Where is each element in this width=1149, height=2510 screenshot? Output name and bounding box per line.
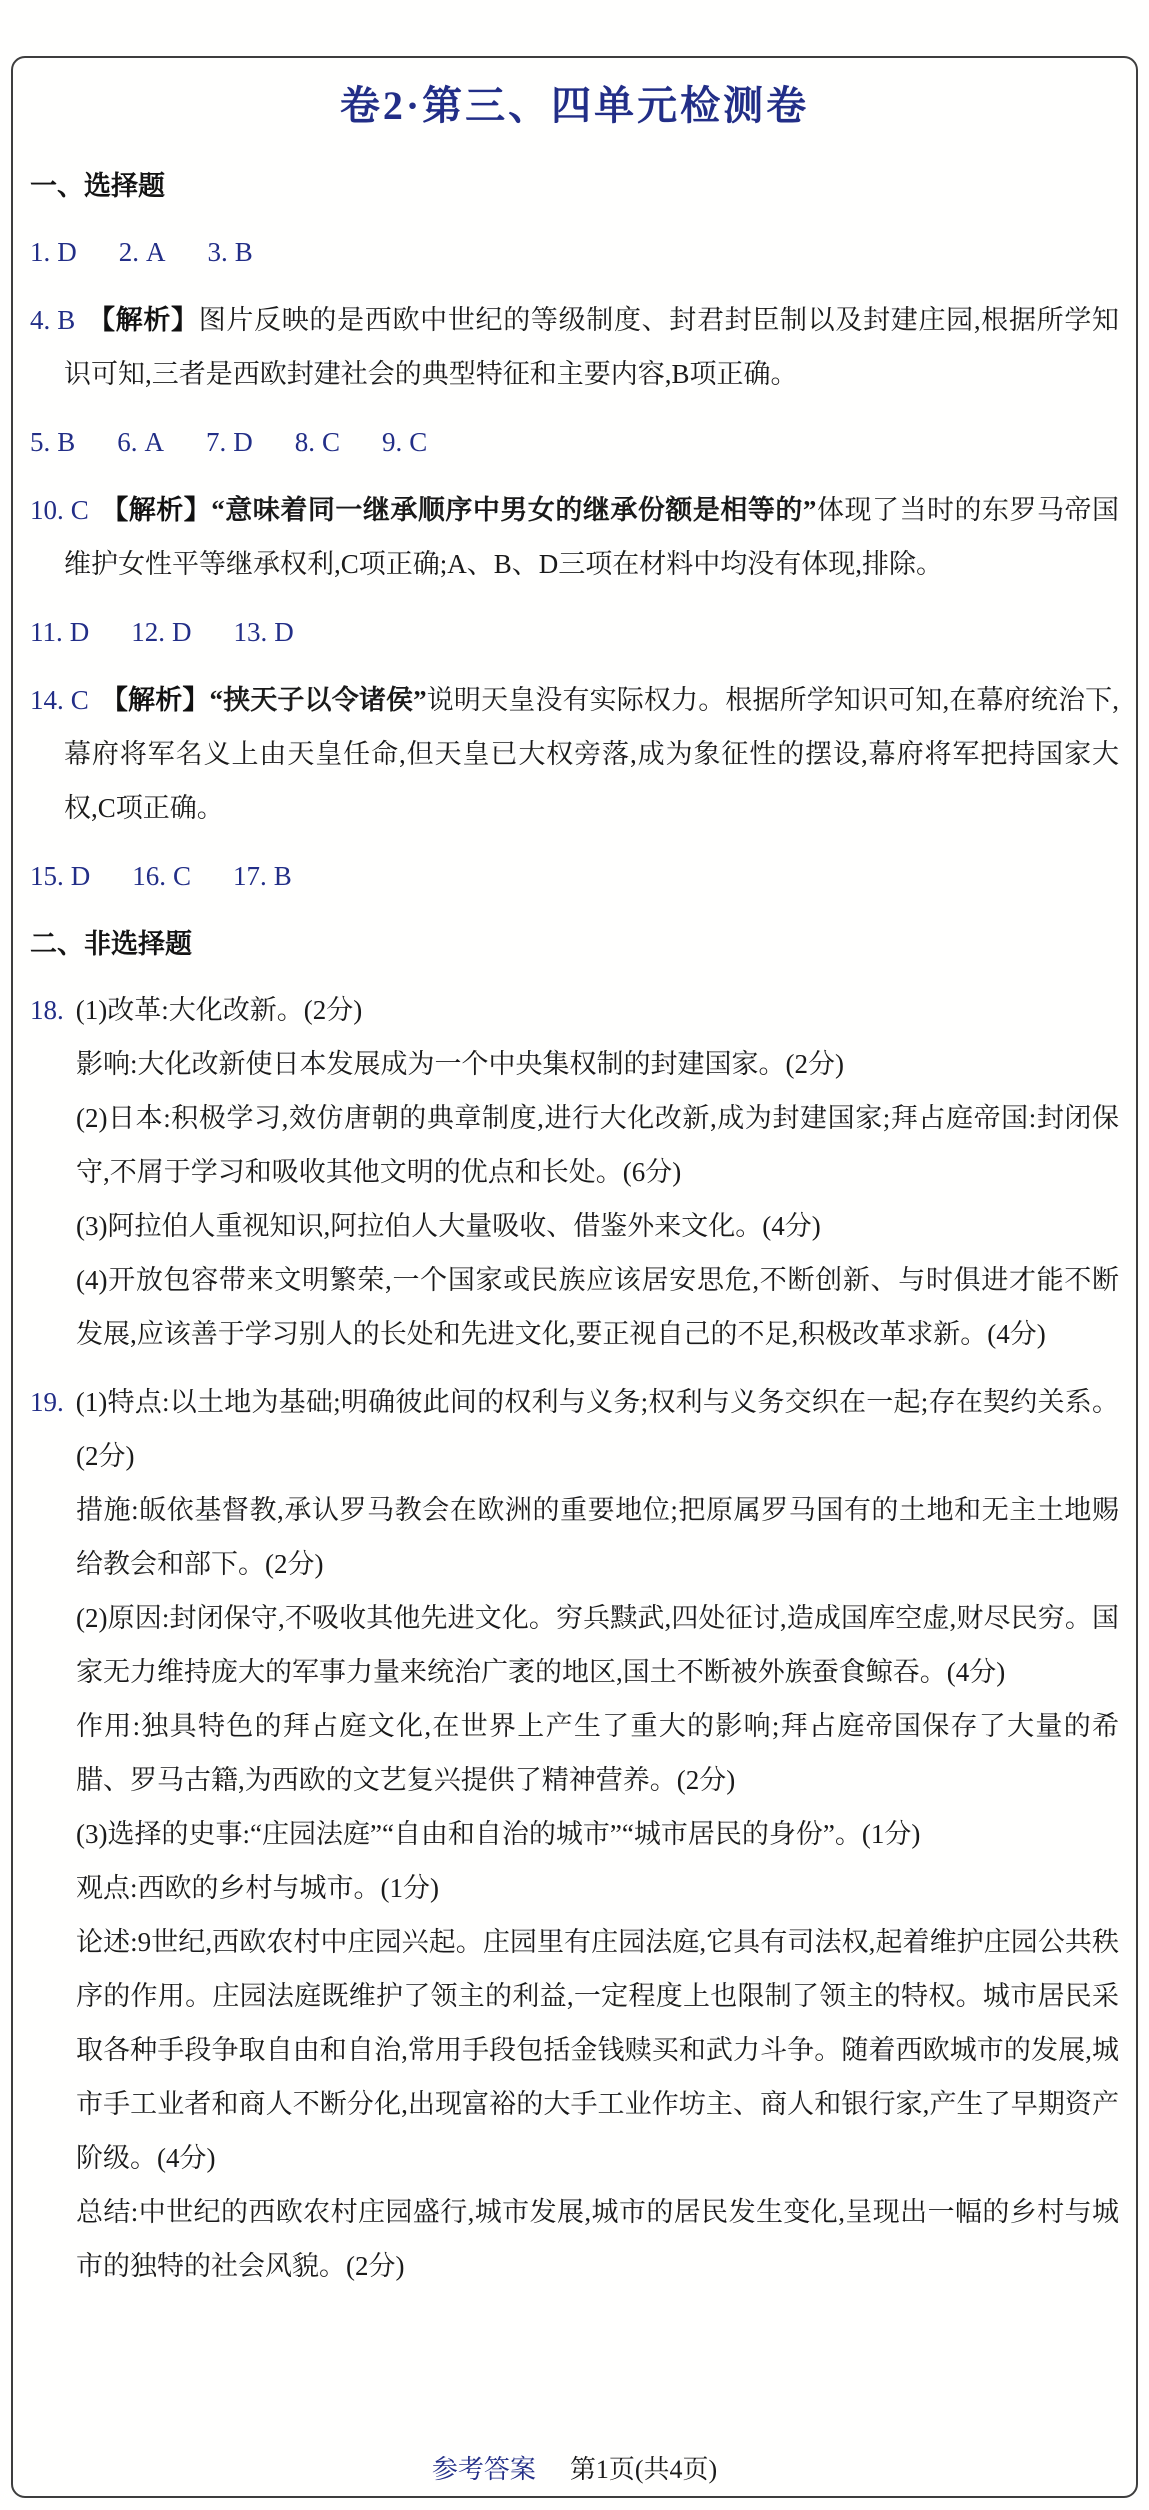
analysis-item [30,293,1119,401]
answer-number: 9. [382,427,403,457]
answer-letter: D [69,617,90,647]
answer-text: 观点:西欧的乡村与城市。(1分) [76,1873,439,1903]
answer-item [208,237,253,267]
analysis-item [30,673,1119,835]
answer-text: 总结:中世纪的西欧农村庄园盛行,城市发展,城市的居民发生变化,呈现出一幅的乡村与城市的独特的社会风貌。(2分) [76,2197,1119,2281]
question-number: 18. [30,995,64,1025]
answer-paragraph [76,1699,1119,1807]
answer-paragraph [76,1807,1119,1861]
footer-page-number: 第1页(共4页) [569,2455,718,2484]
answer-item [132,861,191,891]
answer-paragraph [76,1091,1119,1199]
analysis-text: 体现了当时的东罗马帝国维护女性平等继承权利,C项正确;A、B、D三项在材料中均没有体现,排除。 [64,495,1120,579]
answer-number: 11. [30,617,63,647]
answer-letter: A [144,427,165,457]
answer-number: 12. [131,617,165,647]
answer-text: 作用:独具特色的拜占庭文化,在世界上产生了重大的影响;拜占庭帝国保存了大量的希腊、罗马古籍,为西欧的文艺复兴提供了精神营养。(2分) [76,1711,1119,1795]
answer-text: 影响:大化改新使日本发展成为一个中央集权制的封建国家。(2分) [76,1049,844,1079]
analysis-text: 说明天皇没有实际权力。根据所学知识可知,在幕府统治下,幕府将军名义上由天皇任命,但天皇已大权旁落,成为象征性的摆设,幕府将军把持国家大权,C项正确。 [64,685,1120,823]
answer-item [131,617,191,647]
answer-letter: B [273,861,292,891]
answer-letter: D [274,617,294,647]
answer-item [119,237,166,267]
page-body [30,74,1119,2307]
answer-item [117,427,164,457]
footer-answer-label: 参考答案 [431,2455,536,2484]
answer-row [30,605,1119,659]
answer-item [234,617,294,647]
answer-paragraph [76,1483,1119,1591]
section-heading: 二、非选择题 [30,929,192,959]
answer-paragraph [76,1253,1119,1361]
answer-item [30,305,75,335]
answer-letter: A [146,237,166,267]
answer-text: (2)原因:封闭保守,不吸收其他先进文化。穷兵黩武,四处征讨,造成国库空虚,财尽民穷。国家无力维持庞大的军事力量来统治广袤的地区,国土不断被外族蚕食鲸吞。(4分) [76,1603,1119,1687]
question-answer [30,983,1119,1361]
analysis-text: 图片反映的是西欧中世纪的等级制度、封君封臣制以及封建庄园,根据所学知识可知,三者是西欧封建社会的典型特征和主要内容,B项正确。 [64,305,1120,389]
analysis-label: 【解析】 [87,305,199,335]
answer-text: (1)改革:大化改新。(2分) [75,995,363,1025]
answer-item [30,495,89,525]
answer-paragraph [30,1375,1119,1483]
answer-letter: C [173,861,192,891]
answer-text: 措施:皈依基督教,承认罗马教会在欧洲的重要地位;把原属罗马国有的土地和无主土地赐给教会和部下。(2分) [76,1495,1119,1579]
answer-letter: D [233,427,253,457]
answer-number: 16. [132,861,166,891]
answer-item [30,685,89,715]
answer-number: 6. [117,427,138,457]
answer-letter: D [172,617,192,647]
answer-number: 15. [30,861,64,891]
analysis-text: “挟天子以令诸侯” [209,685,427,715]
answer-item [30,237,77,267]
answer-number: 2. [118,237,139,267]
question-number: 19. [30,1387,64,1417]
answer-text: (2)日本:积极学习,效仿唐朝的典章制度,进行大化改新,成为封建国家;拜占庭帝国:封闭保守,不屑于学习和吸收其他文明的优点和长处。(6分) [76,1103,1119,1187]
answer-paragraph [76,1915,1119,2185]
answer-item [295,427,340,457]
answer-number: 14. [30,685,64,715]
answer-letter: D [57,237,77,267]
answer-number: 5. [30,427,51,457]
answer-item [233,861,292,891]
answer-text: (3)阿拉伯人重视知识,阿拉伯人大量吸收、借鉴外来文化。(4分) [76,1211,821,1241]
answer-letter: C [322,427,341,457]
answer-number: 10. [30,495,64,525]
answer-item [30,617,89,647]
answer-text: 论述:9世纪,西欧农村中庄园兴起。庄园里有庄园法庭,它具有司法权,起着维护庄园公共秩序的作用。庄园法庭既维护了领主的利益,一定程度上也限制了领主的特权。城市居民采取各种手段争取自由和自治,常用手段包括金钱赎买和武力斗争。随着西欧城市的发展,城市手工业者和商人不断分化,出现富裕的大手工业作坊主、商人和银行家,产生了早期资产阶级。(4分) [76,1927,1119,2173]
analysis-item [30,483,1119,591]
page-footer [0,2449,1149,2486]
analysis-label: 【解析】 [100,495,212,525]
answer-text: (4)开放包容带来文明繁荣,一个国家或民族应该居安思危,不断创新、与时俱进才能不断发展,应该善于学习别人的长处和先进文化,要正视自己的不足,积极改革求新。(4分) [76,1265,1119,1349]
answer-number: 4. [30,305,51,335]
answer-row [30,225,1119,279]
answer-item [30,427,75,457]
answer-content [30,159,1119,2293]
answer-text: (1)特点:以土地为基础;明确彼此间的权利与义务;权利与义务交织在一起;存在契约关系。(2分) [75,1387,1119,1471]
analysis-text: “意味着同一继承顺序中男女的继承份额是相等的” [211,495,817,525]
answer-number: 13. [233,617,268,647]
answer-letter: B [57,305,76,335]
answer-letter: C [70,685,89,715]
answer-letter: C [409,427,428,457]
answer-item [382,427,427,457]
answer-row [30,849,1119,903]
answer-number: 17. [233,861,267,891]
answer-text: (3)选择的史事:“庄园法庭”“自由和自治的城市”“城市居民的身份”。(1分) [76,1819,921,1849]
answer-paragraph [30,983,1119,1037]
answer-row [30,415,1119,469]
page-title: 卷2·第三、四单元检测卷 [339,83,810,128]
answer-letter: B [57,427,76,457]
answer-paragraph [76,1591,1119,1699]
section-heading: 一、选择题 [30,171,165,201]
answer-paragraph [76,1199,1119,1253]
answer-number: 7. [206,427,227,457]
answer-letter: C [70,495,89,525]
answer-number: 3. [207,237,228,267]
answer-letter: B [234,237,253,267]
answer-number: 8. [294,427,316,457]
answer-paragraph [76,1037,1119,1091]
answer-letter: D [70,861,91,891]
answer-item [206,427,253,457]
question-answer [30,1375,1119,2293]
analysis-label: 【解析】 [100,685,210,715]
answer-paragraph [76,2185,1119,2293]
answer-number: 1. [30,237,51,267]
answer-paragraph [76,1861,1119,1915]
answer-item [30,861,90,891]
